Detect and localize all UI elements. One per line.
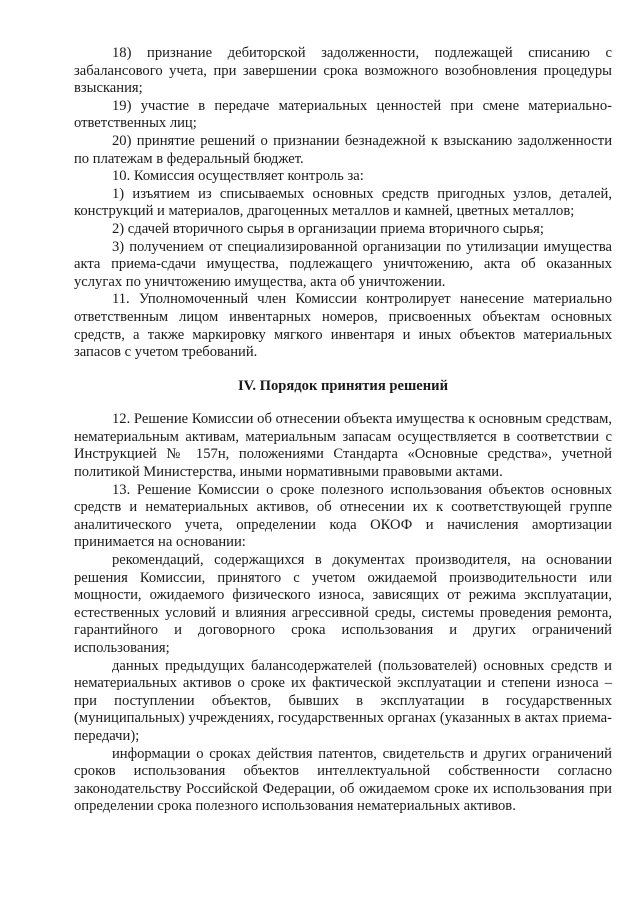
paragraph-clause-11: 11. Уполномоченный член Комиссии контролирует нанесение материально ответственным лицом инвентарных номеров, присвоенных объектам основных средств, а также маркировку мягкого инвентаря и иных объектов материальных запасов с учетом требований. [74,291,612,361]
paragraph-clause-13: 13. Решение Комиссии о сроке полезного использования объектов основных средств и нематериальных активов, об отнесении их к соответствующей группе аналитического учета, определении кода ОКОФ и начисления амортизации принимается на основании: [74,481,612,551]
paragraph-basis-previous-holders: данных предыдущих балансодержателей (пользователей) основных средств и нематериальных активов о сроке их фактической эксплуатации и степени износа – при поступлении объектов, бывших в эксплуатации в государственных (муниципальных) учреждениях, государственных органах (указанных в актах приема-передачи); [74,657,612,744]
paragraph-control-item-2: 2) сдачей вторичного сырья в организации приема вторичного сырья; [112,220,544,237]
paragraph-clause-10: 10. Комиссия осуществляет контроль за: [112,168,364,185]
paragraph-basis-recommendations: рекомендаций, содержащихся в документах производителя, на основании решения Комиссии, принятого с учетом ожидаемой производительности или мощности, ожидаемого физического износа, зависящих от режима эксплуатации, естественных условий и влияния агрессивной среды, системы проведения ремонта, гарантийного и договорного срока использования и других ограничений использования; [74,552,612,656]
paragraph-item-19: 19) участие в передаче материальных ценностей при смене материально-ответственных лиц; [74,97,612,132]
paragraph-item-20: 20) принятие решений о признании безнадежной к взысканию задолженности по платежам в федеральный бюджет. [74,132,612,167]
document-page [74,45,612,816]
paragraph-control-item-3: 3) получением от специализированной организации по утилизации имущества акта приема-сдачи имущества, подлежащего уничтожению, акта об оказанных услугах по уничтожению имущества, акта об уничтожении. [74,238,612,290]
paragraph-item-18: 18) признание дебиторской задолженности, подлежащей списанию с забалансового учета, при завершении срока возможного возобновления процедуры взыскания; [74,45,612,97]
paragraph-basis-patents: информации о сроках действия патентов, свидетельств и других ограничений сроков использования объектов интеллектуальной собственности согласно законодательству Российской Федерации, об ожидаемом сроке их использования при определении срока полезного использования нематериальных активов. [74,745,612,815]
paragraph-clause-12: 12. Решение Комиссии об отнесении объекта имущества к основным средствам, нематериальным активам, материальным запасам осуществляется в соответствии с Инструкцией № 157н, положениями Стандарта «Основные средства», учетной политикой Министерства, иными нормативными правовыми актами. [74,411,612,481]
section-heading: IV. Порядок принятия решений [237,377,448,394]
paragraph-control-item-1: 1) изъятием из списываемых основных средств пригодных узлов, деталей, конструкций и материалов, драгоценных металлов и камней, цветных металлов; [74,185,612,220]
